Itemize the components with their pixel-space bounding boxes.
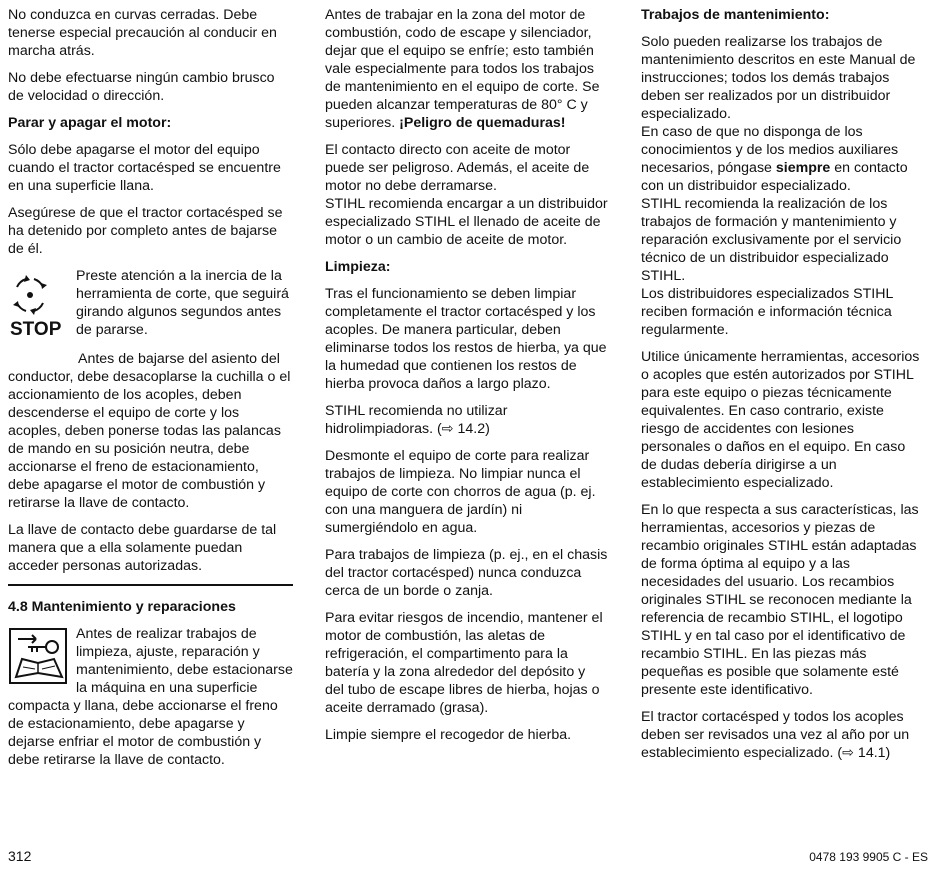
stop-label: STOP [10, 319, 62, 339]
column-left [8, 6, 293, 769]
column-middle [325, 6, 608, 753]
paragraph: Utilice únicamente herramientas, accesorios o acoples que estén autorizados por STIHL para este equipo o piezas técnicamente equivalentes. En caso contrario, existe riesgo de accidentes con lesiones personales o daños en el equipo. En caso de dudas debería dirigirse a un establecimiento especializado. [641, 349, 920, 491]
paragraph: La llave de contacto debe guardarse de tal manera que a ella solamente puedan acceder personas autorizadas. [8, 522, 277, 574]
column-right [641, 6, 924, 771]
paragraph [641, 33, 924, 339]
paragraph-text: El contacto directo con aceite de motor puede ser peligroso. Además, el aceite de motor no debe derramarse. [325, 142, 590, 194]
maintenance-block [8, 625, 293, 769]
paragraph-text: Solo pueden realizarse los trabajos de mantenimiento descritos en este Manual de instrucciones; todos los demás trabajos deben ser realizados por un distribuidor especializado. [641, 34, 916, 122]
paragraph-text: En caso de que no disponga de los conocimientos y de los medios auxiliares necesarios, póngase [641, 124, 899, 176]
document-code: 0478 193 9905 C - ES [809, 850, 928, 864]
section-title: 4.8 Mantenimiento y reparaciones [8, 584, 293, 616]
paragraph: No debe efectuarse ningún cambio brusco de velocidad o dirección. [8, 70, 275, 104]
manual-key-icon [8, 627, 70, 685]
paragraph-text: en contacto con un distribuidor especializado. [641, 160, 908, 194]
stop-rotation-icon [8, 267, 70, 339]
paragraph: Desmonte el equipo de corte para realizar trabajos de limpieza. No limpiar nunca el equipo de corte con chorros de agua (p. ej. con una manguera de jardín) ni sumergiéndolo en agua. [325, 448, 596, 536]
paragraph: Para trabajos de limpieza (p. ej., en el chasis del tractor cortacésped) nunca conduzca cerca de un borde o zanja. [325, 547, 608, 599]
paragraph-text: Antes de trabajar en la zona del motor de combustión, codo de escape y silenciador, dejar que el equipo se enfríe; esto también vale especialmente para todos los trabajos de mantenimiento en el equipo de corte. Se pueden alcanzar temperaturas de 80° C y superiores. [325, 7, 600, 131]
paragraph-text: STIHL recomienda la realización de los trabajos de formación y mantenimiento y reparación exclusivamente por el servicio técnico de un distribuidor especializado STIHL. [641, 196, 902, 284]
paragraph: No conduzca en curvas cerradas. Debe tenerse especial precaución al conducir en marcha atrás. [8, 7, 277, 59]
paragraph: Sólo debe apagarse el motor del equipo cuando el tractor cortacésped se encuentre en una superficie llana. [8, 142, 281, 194]
paragraph: STIHL recomienda no utilizar hidrolimpiadoras. (⇨ 14.2) [325, 403, 508, 437]
paragraph [325, 141, 608, 249]
subheading-maintenance: Trabajos de mantenimiento: [641, 7, 830, 23]
emphasis-siempre: siempre [775, 160, 831, 176]
page-number: 312 [8, 848, 32, 864]
paragraph [325, 6, 608, 132]
paragraph-text: Los distribuidores especializados STIHL reciben formación e información técnica regularmente. [641, 286, 893, 338]
paragraph: Antes de realizar trabajos de limpieza, ajuste, reparación y mantenimiento, debe estacionarse la máquina en una superficie compacta y llana, debe accionarse el freno de estacionamiento, debe apagarse y dejarse enfriar el motor de combustión y debe retirarse la llave de contacto. [8, 626, 293, 768]
paragraph: El tractor cortacésped y todos los acoples deben ser revisados una vez al año por un establecimiento especializado. (⇨ 14.1) [641, 709, 910, 761]
subheading-cleaning: Limpieza: [325, 259, 391, 275]
paragraph: Asegúrese de que el tractor cortacésped se ha detenido por completo antes de bajarse de él. [8, 205, 283, 257]
paragraph: Tras el funcionamiento se deben limpiar completamente el tractor cortacésped y los acoples. De manera particular, deben eliminarse todos los restos de hierba, ya que la humedad que contienen los restos de hierba provoca daños a largo plazo. [325, 286, 607, 392]
paragraph: Limpie siempre el recogedor de hierba. [325, 727, 572, 743]
stop-warning-block [8, 267, 293, 341]
paragraph: Preste atención a la inercia de la herramienta de corte, que seguirá girando algunos segundos antes de pararse. [76, 268, 289, 338]
paragraph: Para evitar riesgos de incendio, mantener el motor de combustión, las aletas de refrigeración, el compartimento para la batería y la zona alrededor del depósito y del tubo de escape libres de hierba, hojas o aceite derramado (grasa). [325, 610, 603, 716]
burn-warning: ¡Peligro de quemaduras! [399, 115, 566, 131]
paragraph: En lo que respecta a sus características, las herramientas, accesorios y piezas de recambio originales STIHL están adaptadas de forma óptima al equipo y a las necesidades del usuario. Los recambios originales STIHL se reconocen mediante la referencia de recambio STIHL, el logotipo STIHL y en tal caso por el identificativo de recambio STIHL. En las piezas más pequeñas es posible que solamente esté presente este identificativo. [641, 502, 919, 698]
subheading-stop-engine: Parar y apagar el motor: [8, 115, 172, 131]
paragraph: Antes de bajarse del asiento del conductor, debe desacoplarse la cuchilla o el accionamiento de los acoples, deben descenderse el equipo de corte y los acoples, deben ponerse todas las palancas de mando en su posición neutra, debe accionarse el freno de estacionamiento, debe apagarse el motor de combustión y retirarse la llave de contacto. [8, 351, 291, 511]
paragraph-text: STIHL recomienda encargar a un distribuidor especializado STIHL el llenado de aceite de motor o un cambio de aceite de motor. [325, 196, 608, 248]
